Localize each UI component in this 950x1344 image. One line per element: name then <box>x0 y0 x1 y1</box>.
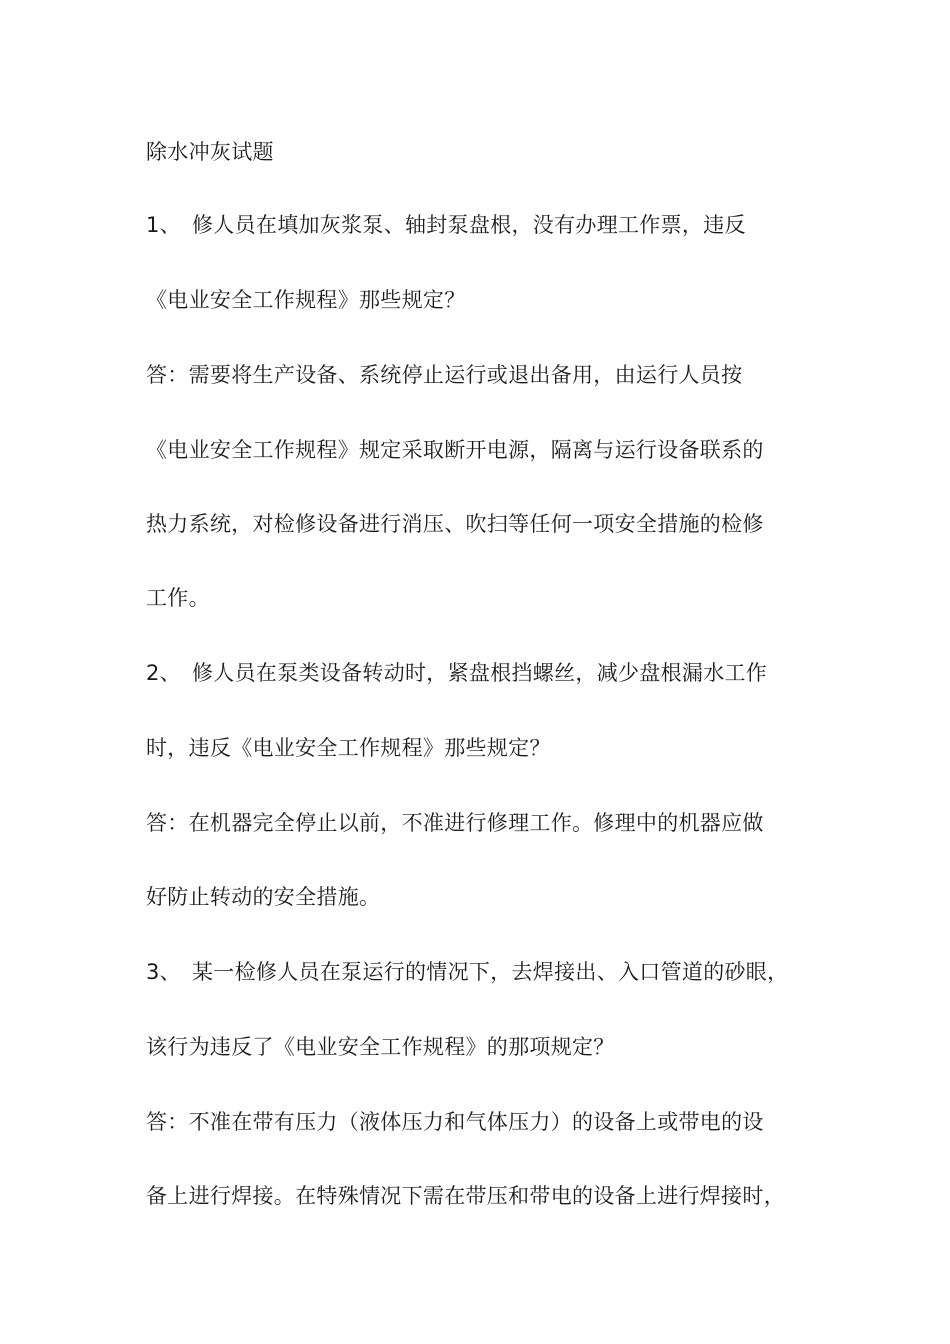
answer-3-line-2: 备上进行焊接。在特殊情况下需在带压和带电的设备上进行焊接时， <box>146 1184 785 1208</box>
document-title: 除水冲灰试题 <box>146 140 274 164</box>
answer-1-line-4: 工作。 <box>146 586 210 610</box>
question-1-number: 1、 <box>146 213 181 237</box>
question-2-text-1: 修人员在泵类设备转动时，紧盘根挡螺丝，减少盘根漏水工作 <box>192 661 768 685</box>
answer-2-line-2: 好防止转动的安全措施。 <box>146 885 381 909</box>
answer-1-line-3: 热力系统，对检修设备进行消压、吹扫等任何一项安全措施的检修 <box>146 512 764 536</box>
question-1-line-1 <box>146 211 746 239</box>
answer-2-line-1: 答：在机器完全停止以前，不准进行修理工作。修理中的机器应做 <box>146 811 764 835</box>
answer-3-line-1: 答：不准在带有压力（液体压力和气体压力）的设备上或带电的设 <box>146 1110 764 1134</box>
question-3-number: 3、 <box>146 960 181 984</box>
question-2-line-2: 时，违反《电业安全工作规程》那些规定？ <box>146 736 551 760</box>
question-1-text-1: 修人员在填加灰浆泵、轴封泵盘根，没有办理工作票，违反 <box>192 213 746 237</box>
question-2-line-1 <box>146 659 767 687</box>
question-3-line-1 <box>146 958 788 986</box>
question-2-number: 2、 <box>146 661 181 685</box>
question-1-line-2: 《电业安全工作规程》那些规定？ <box>146 288 466 312</box>
answer-1-line-1: 答：需要将生产设备、系统停止运行或退出备用，由运行人员按 <box>146 363 743 387</box>
answer-1-line-2: 《电业安全工作规程》规定采取断开电源，隔离与运行设备联系的 <box>146 438 764 462</box>
question-3-line-2: 该行为违反了《电业安全工作规程》的那项规定？ <box>146 1035 615 1059</box>
question-3-text-1: 某一检修人员在泵运行的情况下，去焊接出、入口管道的砂眼， <box>192 960 789 984</box>
